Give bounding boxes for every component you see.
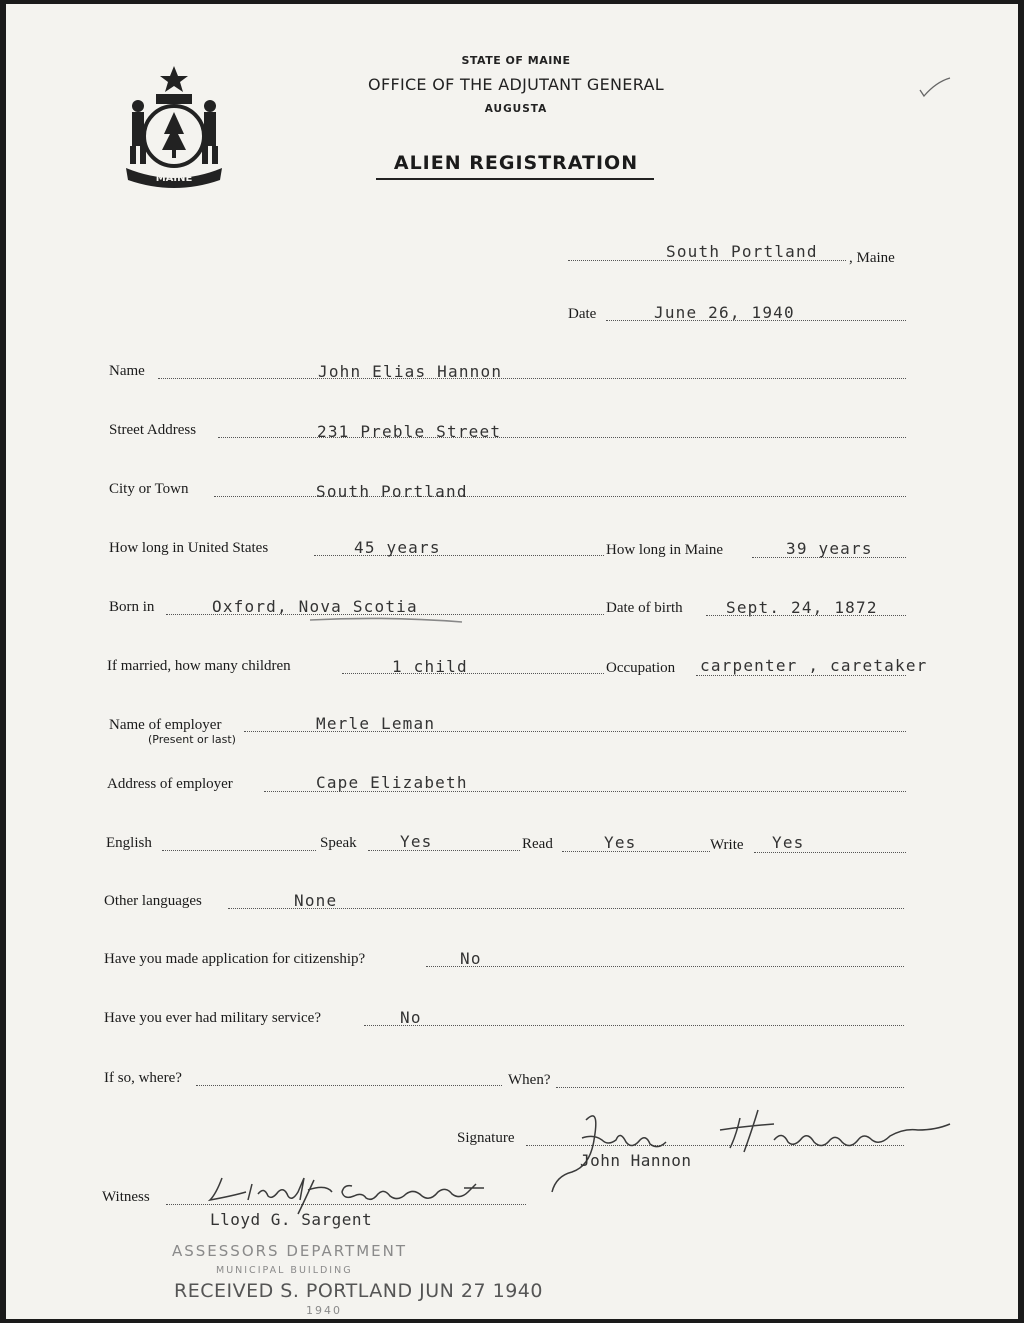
write-line [754,852,906,853]
typed-signature-name: John Hannon [580,1151,692,1170]
city-label: City or Town [109,481,189,497]
office-heading: OFFICE OF THE ADJUTANT GENERAL [368,75,664,94]
military-line [364,1025,904,1026]
name-line [158,378,906,379]
born-in-underline-icon [306,614,466,626]
born-in-label: Born in [109,599,155,615]
place-suffix: , Maine [849,250,895,266]
when-line [556,1087,904,1088]
speak-line [368,850,520,851]
street-value: 231 Preble Street [317,422,502,441]
place-value: South Portland [666,242,818,261]
children-value: 1 child [392,657,468,676]
military-label: Have you ever had military service? [104,1010,321,1026]
speak-value: Yes [400,832,433,851]
dob-value: Sept. 24, 1872 [726,598,878,617]
write-value: Yes [772,833,805,852]
employer-address-value: Cape Elizabeth [316,773,468,792]
checkmark-icon [916,74,956,104]
signature-label: Signature [457,1130,515,1146]
write-label: Write [710,837,744,853]
date-label: Date [568,306,597,322]
name-value: John Elias Hannon [318,362,503,381]
how-long-us-value: 45 years [354,538,441,557]
stamp-line-4: 1940 [306,1304,342,1317]
where-line [196,1085,502,1086]
state-seal-icon [116,64,232,190]
read-label: Read [522,836,553,852]
read-value: Yes [604,833,637,852]
witness-label: Witness [102,1189,150,1205]
military-value: No [400,1008,422,1027]
occupation-label: Occupation [606,660,676,676]
handwritten-signature-lloyd-sargent [202,1166,502,1216]
occupation-value: carpenter , caretaker [700,656,928,675]
title-underline [376,178,654,180]
alien-registration-form [6,4,1018,1319]
occupation-line [696,675,906,676]
how-long-maine-label: How long in Maine [606,542,724,558]
form-title: ALIEN REGISTRATION [393,152,639,174]
dob-label: Date of birth [606,600,683,616]
employer-label: Name of employer [109,717,222,733]
date-value: June 26, 1940 [654,303,795,322]
children-label: If married, how many children [107,658,291,674]
name-label: Name [109,363,145,379]
how-long-us-label: How long in United States [109,540,269,556]
street-label: Street Address [109,422,197,438]
english-label: English [106,835,152,851]
born-in-value: Oxford, Nova Scotia [212,597,418,616]
english-line [162,850,316,851]
stamp-line-3: RECEIVED S. PORTLAND JUN 27 1940 [174,1280,543,1302]
other-languages-value: None [294,891,338,910]
state-heading: STATE OF MAINE [461,54,571,67]
children-line [342,673,604,674]
city-heading: AUGUSTA [484,103,548,115]
typed-witness-name: Lloyd G. Sargent [210,1210,373,1229]
citizenship-value: No [460,949,482,968]
employer-sublabel: (Present or last) [148,733,236,746]
stamp-line-2: MUNICIPAL BUILDING [216,1265,353,1276]
where-label: If so, where? [104,1070,182,1086]
svg-text:MAINE: MAINE [155,173,193,184]
employer-value: Merle Leman [316,714,436,733]
how-long-maine-value: 39 years [786,539,873,558]
employer-address-label: Address of employer [107,776,233,792]
speak-label: Speak [320,835,357,851]
citizenship-label: Have you made application for citizenship? [104,951,366,967]
stamp-line-1: ASSESSORS DEPARTMENT [172,1242,408,1260]
city-value: South Portland [316,482,468,501]
citizenship-line [426,966,904,967]
when-label: When? [508,1072,551,1088]
handwritten-signature-john-hannon [546,1100,966,1200]
other-languages-label: Other languages [104,893,202,909]
